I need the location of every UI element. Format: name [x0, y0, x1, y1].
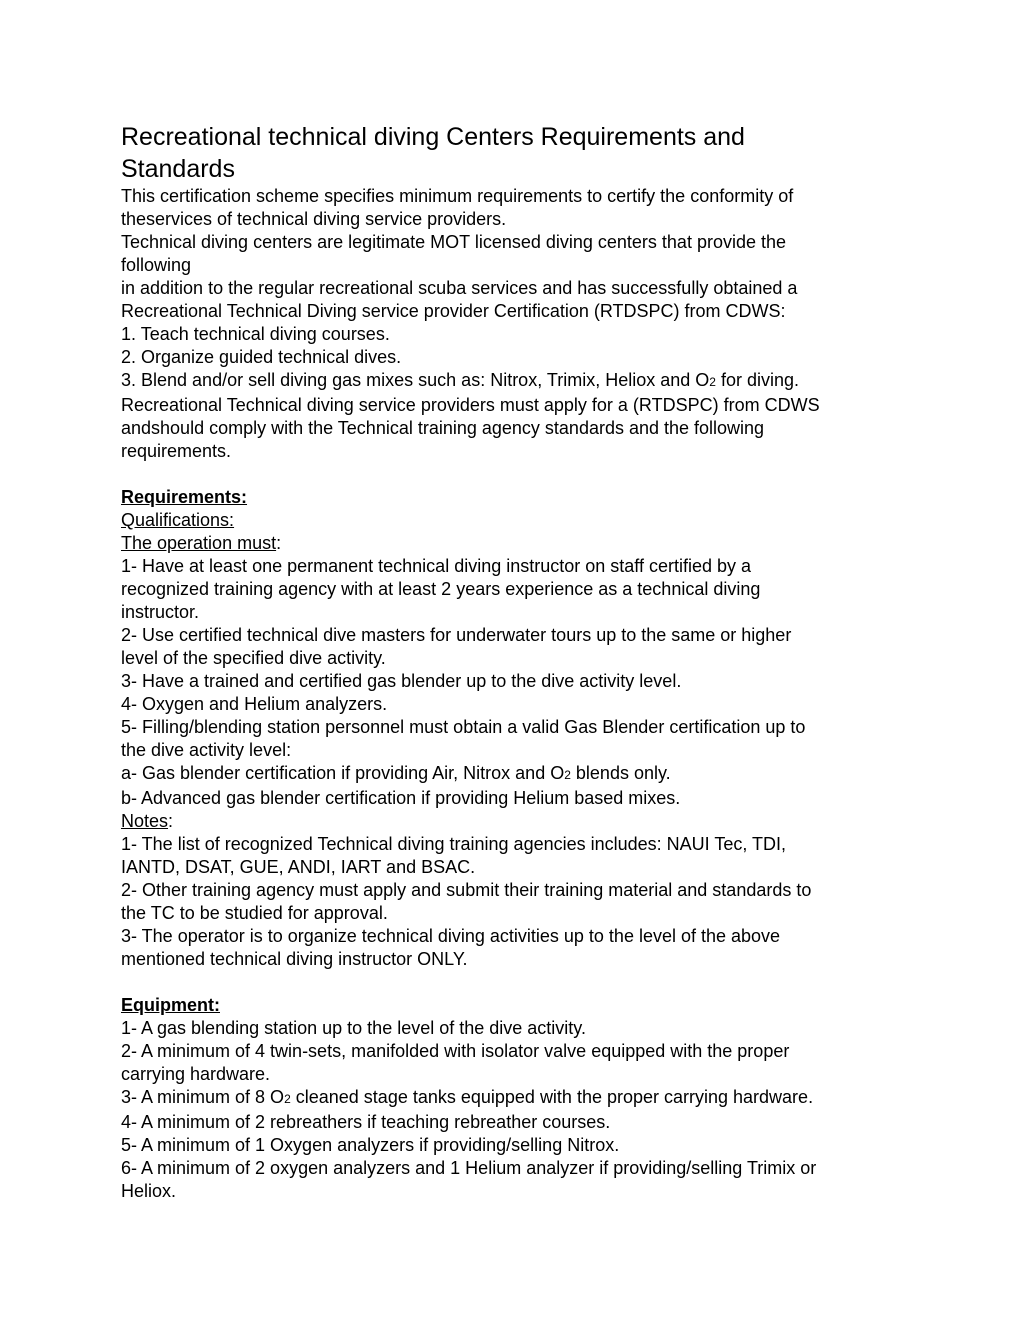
equipment-line: 2- A minimum of 4 twin-sets, manifolded with isolator valve equipped with the proper [121, 1041, 790, 1061]
item-3-tail: for diving. [715, 370, 799, 390]
requirement-line: the dive activity level: [121, 740, 292, 760]
item-3-subscript: 2 [709, 375, 716, 389]
document-title [121, 121, 911, 185]
equipment-3-text: 3- A minimum of 8 O [121, 1087, 285, 1107]
spacer [121, 971, 911, 994]
requirement-line-b: b- Advanced gas blender certification if providing Helium based mixes. [121, 788, 681, 808]
requirement-line-a [121, 762, 911, 787]
title-line-2: Standards [121, 155, 235, 183]
intro-line: 1. Teach technical diving courses. [121, 324, 390, 344]
operation-must-label: The operation must [121, 533, 277, 553]
intro-line: Technical diving centers are legitimate MOT licensed diving centers that provide the [121, 232, 787, 252]
note-line: 2- Other training agency must apply and submit their training material and standards to [121, 880, 812, 900]
equipment-line: 4- A minimum of 2 rebreathers if teaching rebreather courses. [121, 1112, 611, 1132]
intro-line: requirements. [121, 441, 232, 461]
equipment-line: 1- A gas blending station up to the level of the dive activity. [121, 1018, 586, 1038]
intro-line: This certification scheme specifies minimum requirements to certify the conformity of [121, 186, 794, 206]
intro-section [121, 185, 911, 463]
intro-line: following [121, 255, 192, 275]
line-a-text: a- Gas blender certification if providing Air, Nitrox and O [121, 763, 565, 783]
intro-line: 2. Organize guided technical dives. [121, 347, 402, 367]
requirement-line: instructor. [121, 602, 200, 622]
equipment-line: 6- A minimum of 2 oxygen analyzers and 1 Helium analyzer if providing/selling Trimix or [121, 1158, 817, 1178]
note-line: 3- The operator is to organize technical diving activities up to the level of the above [121, 926, 781, 946]
requirements-section [121, 486, 911, 971]
requirements-heading: Requirements: [121, 487, 248, 507]
intro-line: Recreational Technical Diving service provider Certification (RTDSPC) from CDWS: [121, 301, 786, 321]
spacer [121, 463, 911, 486]
item-3-text: 3. Blend and/or sell diving gas mixes such as: Nitrox, Trimix, Heliox and O [121, 370, 710, 390]
equipment-line: carrying hardware. [121, 1064, 271, 1084]
intro-line-item-3 [121, 369, 911, 394]
requirement-line: 4- Oxygen and Helium analyzers. [121, 694, 388, 714]
note-line: the TC to be studied for approval. [121, 903, 388, 923]
qualifications-subheading: Qualifications: [121, 510, 235, 530]
notes-label: Notes [121, 811, 169, 831]
intro-line: in addition to the regular recreational scuba services and has successfully obtained a [121, 278, 798, 298]
intro-line: theservices of technical diving service providers. [121, 209, 507, 229]
note-line: IANTD, DSAT, GUE, ANDI, IART and BSAC. [121, 857, 476, 877]
requirement-line: 1- Have at least one permanent technical diving instructor on staff certified by a [121, 556, 752, 576]
operation-must-colon: : [276, 533, 282, 553]
line-a-subscript: 2 [564, 768, 571, 782]
requirement-line: recognized training agency with at least 2 years experience as a technical diving [121, 579, 761, 599]
operation-must-subheading [121, 532, 911, 555]
equipment-3-subscript: 2 [284, 1092, 291, 1106]
title-line-1: Recreational technical diving Centers Requirements and [121, 123, 745, 151]
note-line: mentioned technical diving instructor ONLY. [121, 949, 468, 969]
line-a-tail: blends only. [570, 763, 671, 783]
equipment-section [121, 994, 911, 1203]
requirement-line: 2- Use certified technical dive masters for underwater tours up to the same or higher [121, 625, 792, 645]
intro-line: Recreational Technical diving service providers must apply for a (RTDSPC) from CDWS [121, 395, 820, 415]
equipment-3-tail: cleaned stage tanks equipped with the proper carrying hardware. [290, 1087, 814, 1107]
note-line: 1- The list of recognized Technical diving training agencies includes: NAUI Tec, TDI, [121, 834, 787, 854]
requirement-line: 3- Have a trained and certified gas blender up to the dive activity level. [121, 671, 682, 691]
requirement-line: 5- Filling/blending station personnel must obtain a valid Gas Blender certification up to [121, 717, 806, 737]
equipment-heading: Equipment: [121, 995, 220, 1015]
equipment-line: 5- A minimum of 1 Oxygen analyzers if providing/selling Nitrox. [121, 1135, 620, 1155]
notes-subheading [121, 810, 911, 833]
document-page [121, 121, 911, 1203]
notes-colon: : [168, 811, 174, 831]
equipment-line-3 [121, 1086, 911, 1111]
intro-line: andshould comply with the Technical training agency standards and the following [121, 418, 765, 438]
equipment-line: Heliox. [121, 1181, 177, 1201]
requirement-line: level of the specified dive activity. [121, 648, 386, 668]
